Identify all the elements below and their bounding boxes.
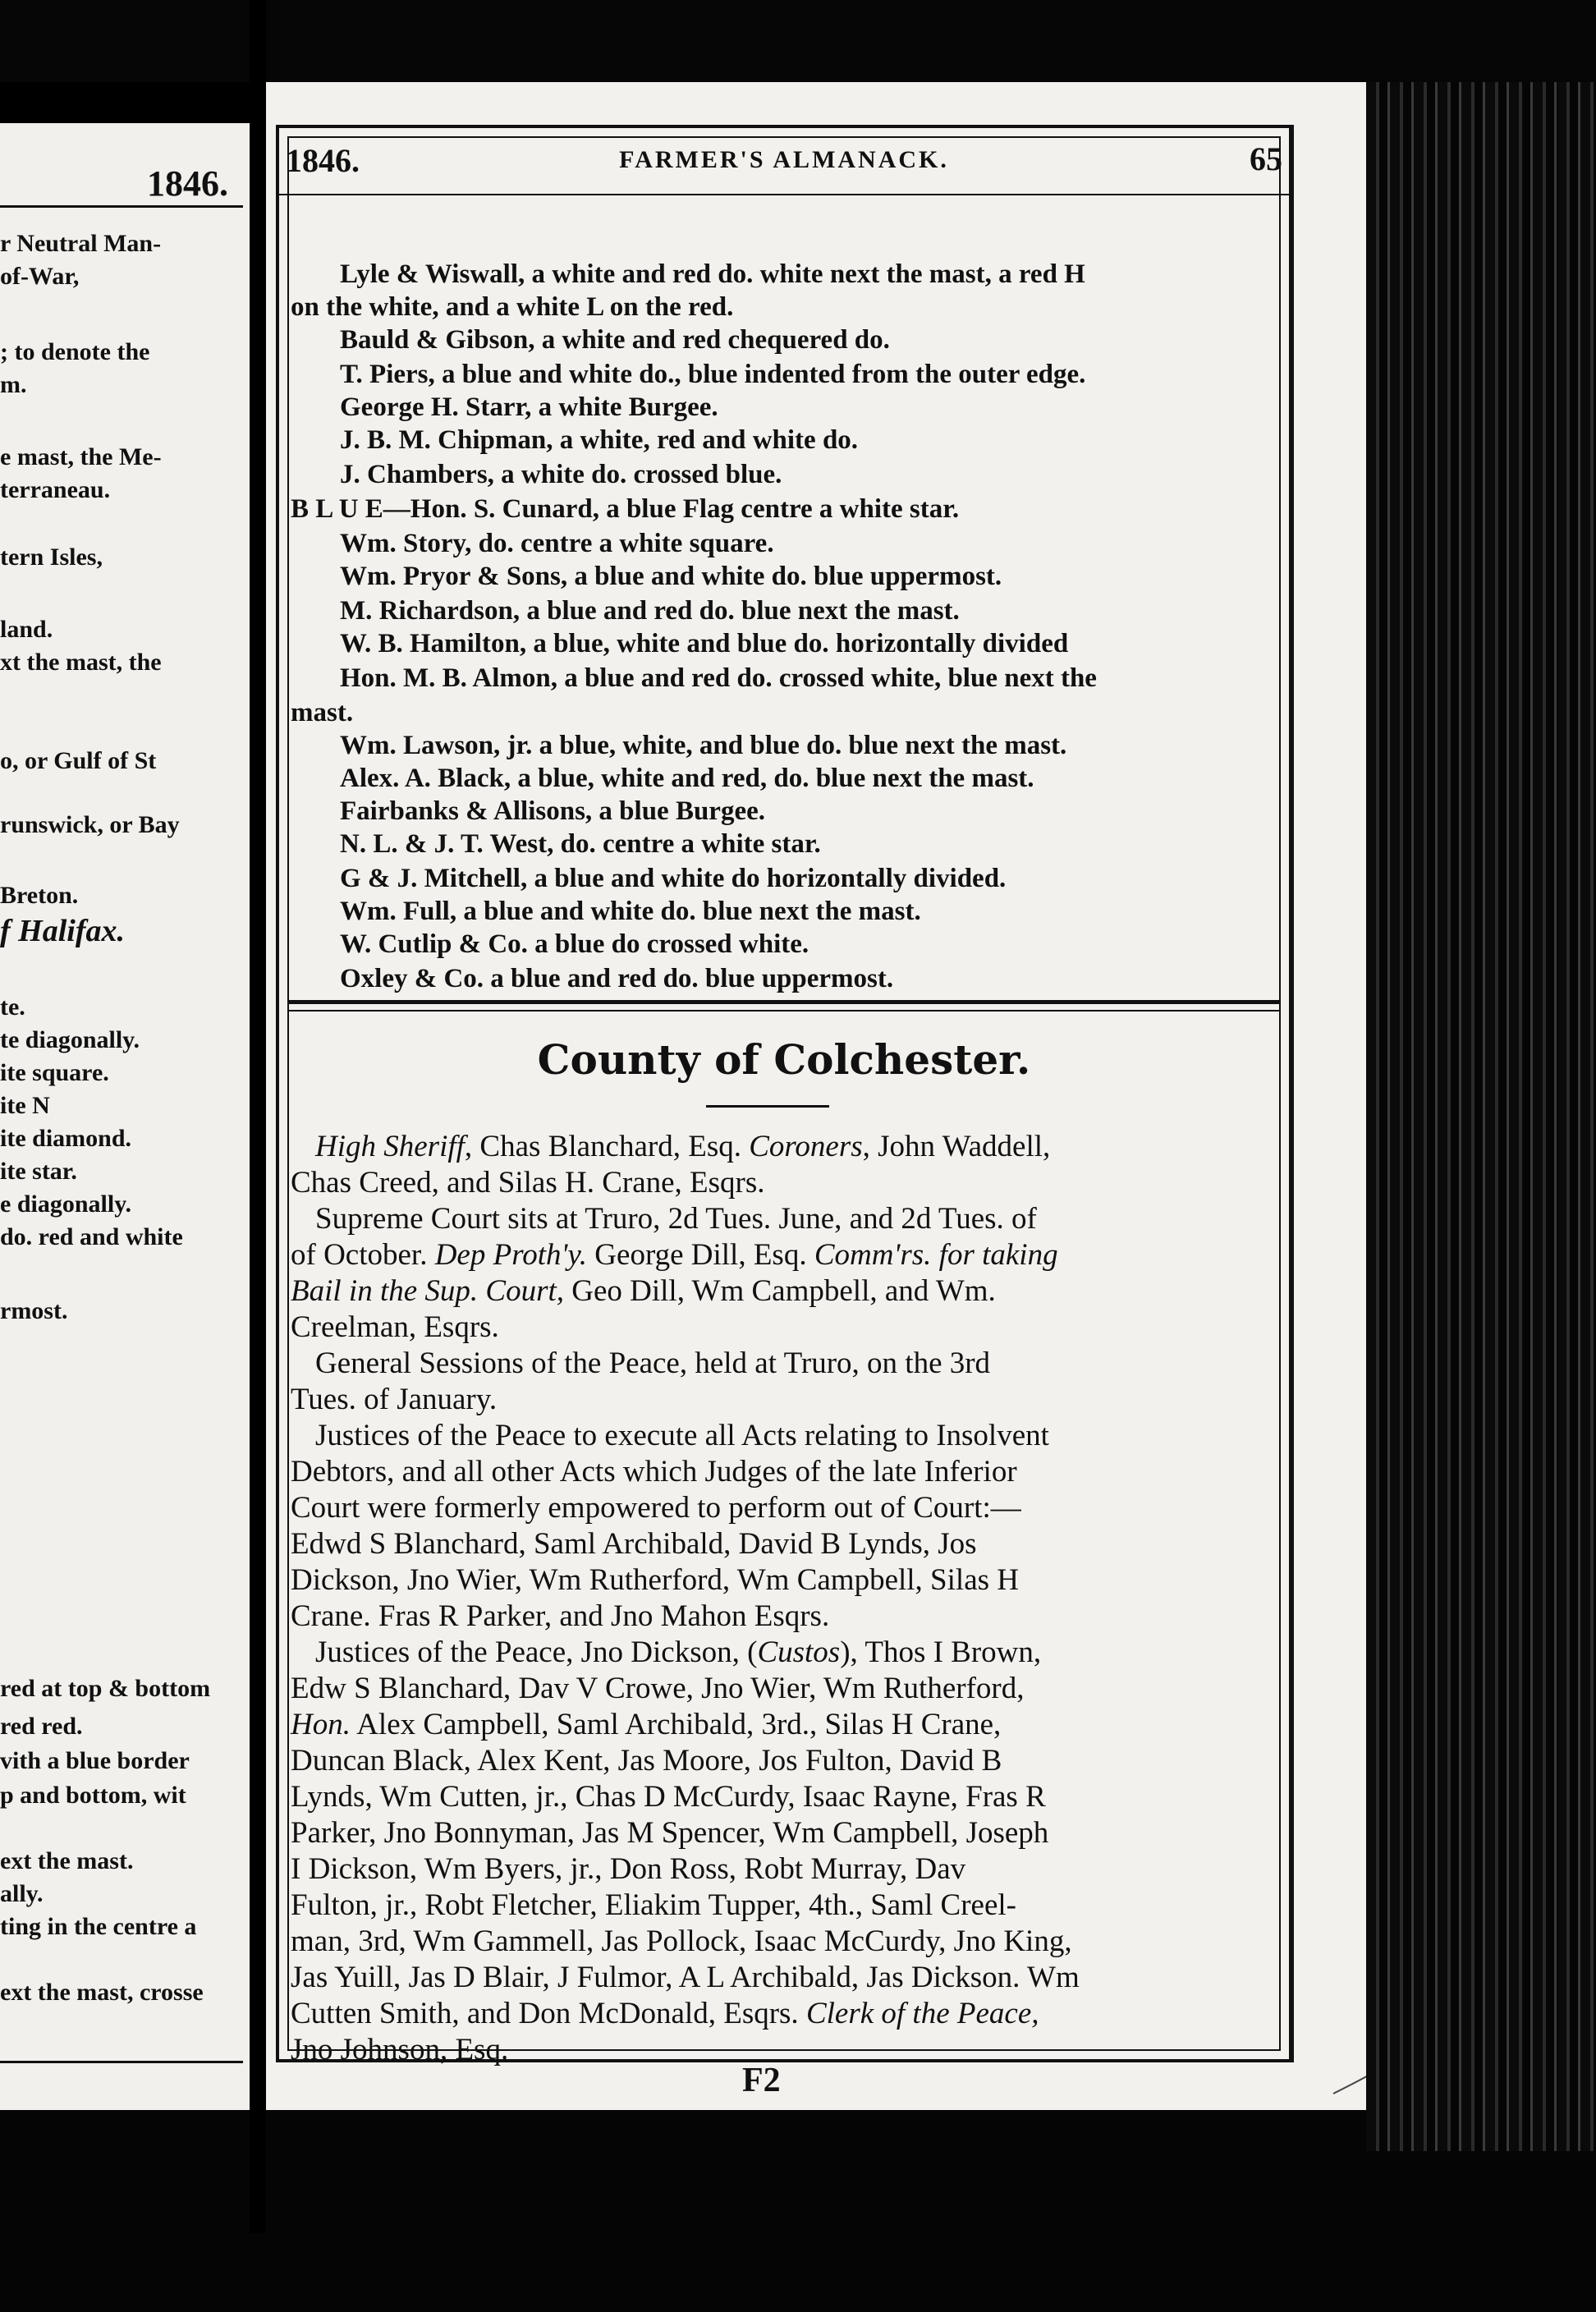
- flag-entry: W. Cutlip & Co. a blue do crossed white.: [340, 929, 809, 959]
- county-text-line: [291, 1164, 765, 1201]
- left-page: [0, 123, 250, 2110]
- county-text-line: [291, 1778, 1046, 1815]
- county-text-span: Custos: [757, 1635, 841, 1669]
- left-page-line: e mast, the Me-: [0, 443, 162, 470]
- flag-entry: W. B. Hamilton, a blue, white and blue do. horizontally divided: [340, 629, 1069, 658]
- county-text-span: George Dill, Esq.: [587, 1238, 814, 1272]
- county-text-span: ), Thos I Brown,: [840, 1635, 1042, 1669]
- flag-entry: Wm. Story, do. centre a white square.: [340, 529, 774, 558]
- county-text-line: [315, 1200, 1037, 1237]
- county-text-line: [291, 1562, 1019, 1599]
- left-page-year: 1846.: [147, 163, 228, 204]
- flag-entry: J. Chambers, a white do. crossed blue.: [340, 460, 782, 489]
- county-text-line: [291, 1887, 1016, 1924]
- county-text-span: man, 3rd, Wm Gammell, Jas Pollock, Isaac McCurdy, Jno King,: [291, 1924, 1072, 1958]
- county-text-span: Comm'rs. for taking: [814, 1238, 1058, 1272]
- flag-entry: mast.: [291, 698, 354, 727]
- flag-entry: Hon. M. B. Almon, a blue and red do. crossed white, blue next the: [340, 663, 1097, 693]
- right-page: [266, 82, 1366, 2110]
- section-rule-thick: [287, 1000, 1281, 1004]
- left-page-line: ; to denote the: [0, 338, 150, 365]
- county-text-span: Hon.: [291, 1708, 351, 1741]
- county-text-line: [291, 1742, 1002, 1779]
- page-border: [276, 125, 1294, 2067]
- scan-background-bottom: [0, 2110, 1596, 2312]
- county-text-span: Clerk of the Peace,: [805, 1997, 1039, 2030]
- county-heading: County of Colchester.: [537, 1035, 1031, 1084]
- flag-entry: Fairbanks & Allisons, a blue Burgee.: [340, 796, 765, 826]
- county-text-line: [291, 1309, 499, 1346]
- flag-entry: G & J. Mitchell, a blue and white do horizontally divided.: [340, 864, 1007, 893]
- scan-background-top: [0, 0, 1596, 82]
- county-text-span: Justices of the Peace, Jno Dickson, (: [315, 1635, 758, 1669]
- left-page-line: ext the mast, crosse: [0, 1979, 204, 2006]
- left-page-line: f Halifax.: [0, 914, 125, 948]
- county-text-line: [291, 1959, 1080, 1996]
- left-page-line: ite square.: [0, 1059, 109, 1086]
- county-text-span: General Sessions of the Peace, held at Truro, on the 3rd: [315, 1346, 991, 1380]
- section-rule-thin: [287, 1010, 1281, 1012]
- county-text-span: Tues. of January.: [291, 1383, 498, 1416]
- left-page-line: e diagonally.: [0, 1190, 132, 1218]
- left-page-line: r Neutral Man-: [0, 230, 162, 257]
- county-text-line: [291, 1670, 1024, 1707]
- county-text-span: Cutten Smith, and Don McDonald, Esqrs.: [291, 1997, 806, 2030]
- flag-entry: T. Piers, a blue and white do., blue indented from the outer edge.: [340, 360, 1086, 389]
- county-text-span: I Dickson, Wm Byers, jr., Don Ross, Robt Murray, Dav: [291, 1852, 966, 1886]
- county-text-line: [291, 1453, 1017, 1490]
- county-text-line: [291, 1525, 977, 1562]
- county-text-span: Geo Dill, Wm Campbell, and Wm.: [564, 1274, 996, 1308]
- county-text-line: [291, 1598, 829, 1635]
- county-text-span: Dickson, Jno Wier, Wm Rutherford, Wm Campbell, Silas H: [291, 1563, 1019, 1597]
- left-page-line: red at top & bottom: [0, 1675, 211, 1702]
- county-text-line: [315, 1128, 1050, 1165]
- county-text-span: Dep Proth'y.: [434, 1238, 588, 1272]
- left-page-line: runswick, or Bay: [0, 811, 180, 838]
- county-text-span: Justices of the Peace to execute all Acts relating to Insolvent: [315, 1419, 1049, 1452]
- left-page-line: rmost.: [0, 1297, 68, 1324]
- county-text-span: Parker, Jno Bonnyman, Jas M Spencer, Wm Campbell, Joseph: [291, 1816, 1049, 1850]
- county-text-span: High Sheriff: [315, 1130, 465, 1163]
- left-page-line: ite star.: [0, 1158, 77, 1185]
- county-text-span: , Chas Blanchard, Esq.: [464, 1130, 750, 1163]
- county-text-span: Fulton, jr., Robt Fletcher, Eliakim Tupper, 4th., Saml Creel-: [291, 1888, 1016, 1922]
- signature-mark: F2: [742, 2062, 781, 2099]
- left-page-line: xt the mast, the: [0, 649, 162, 676]
- county-text-line: [315, 1417, 1049, 1454]
- left-page-line: red red.: [0, 1713, 83, 1740]
- county-text-span: Duncan Black, Alex Kent, Jas Moore, Jos Fulton, David B: [291, 1744, 1002, 1778]
- book-binding: [1366, 82, 1596, 2151]
- county-text-span: Jas Yuill, Jas D Blair, J Fulmor, A L Archibald, Jas Dickson. Wm: [291, 1961, 1080, 1994]
- county-text-span: Debtors, and all other Acts which Judges of the late Inferior: [291, 1455, 1017, 1489]
- left-page-line: te.: [0, 993, 25, 1021]
- county-text-span: Jno Johnson, Esq.: [291, 2033, 509, 2067]
- county-text-line: [291, 1273, 996, 1310]
- page-number: 65: [1250, 140, 1282, 177]
- book-gutter: [250, 0, 266, 2233]
- running-header: [279, 128, 1289, 194]
- left-page-bottom-rule: [0, 2061, 243, 2063]
- county-text-span: Coroners: [749, 1130, 863, 1163]
- left-page-header: [0, 123, 238, 205]
- flag-entry: Wm. Lawson, jr. a blue, white, and blue do. blue next the mast.: [340, 731, 1067, 760]
- county-text-span: Court were formerly empowered to perform out of Court:—: [291, 1491, 1021, 1525]
- flag-entry: Wm. Pryor & Sons, a blue and white do. blue uppermost.: [340, 562, 1002, 591]
- county-text-span: Edw S Blanchard, Dav V Crowe, Jno Wier, Wm Rutherford,: [291, 1672, 1025, 1705]
- header-rule: [279, 194, 1289, 195]
- county-text-line: [315, 1634, 1041, 1671]
- left-page-line: p and bottom, wit: [0, 1782, 186, 1809]
- county-text-line: [291, 1381, 497, 1418]
- county-text-span: Edwd S Blanchard, Saml Archibald, David B Lynds, Jos: [291, 1527, 977, 1561]
- heading-underline: [706, 1105, 829, 1108]
- left-page-line: te diagonally.: [0, 1026, 140, 1053]
- flag-entry: Wm. Full, a blue and white do. blue next the mast.: [340, 897, 921, 926]
- county-text-line: [315, 1345, 990, 1382]
- left-page-line: terraneau.: [0, 476, 111, 503]
- county-text-span: Crane. Fras R Parker, and Jno Mahon Esqrs.: [291, 1599, 830, 1633]
- county-text-line: [291, 1706, 1001, 1743]
- left-page-line: tern Isles,: [0, 544, 103, 571]
- county-text-span: Supreme Court sits at Truro, 2d Tues. June, and 2d Tues. of: [315, 1202, 1037, 1236]
- left-page-line: land.: [0, 616, 53, 643]
- county-text-line: [291, 1489, 1021, 1526]
- header-year: 1846.: [286, 142, 360, 179]
- county-text-line: [291, 1995, 1039, 2032]
- left-page-header-rule: [0, 205, 243, 208]
- flag-entry: B L U E—Hon. S. Cunard, a blue Flag centre a white star.: [291, 494, 960, 524]
- left-page-line: ally.: [0, 1880, 44, 1907]
- left-page-line: m.: [0, 371, 27, 398]
- left-page-line: ting in the centre a: [0, 1913, 197, 1940]
- county-text-line: [291, 1923, 1072, 1960]
- left-page-line: Breton.: [0, 882, 79, 909]
- county-text-span: Creelman, Esqrs.: [291, 1310, 499, 1344]
- flag-entry: N. L. & J. T. West, do. centre a white star.: [340, 829, 821, 859]
- county-text-span: Bail in the Sup. Court,: [291, 1274, 564, 1308]
- county-text-line: [291, 2031, 508, 2068]
- flag-entry: M. Richardson, a blue and red do. blue next the mast.: [340, 596, 960, 626]
- county-text-span: Lynds, Wm Cutten, jr., Chas D McCurdy, Isaac Rayne, Fras R: [291, 1780, 1046, 1814]
- flag-entry: Alex. A. Black, a blue, white and red, do. blue next the mast.: [340, 764, 1034, 793]
- left-page-line: vith a blue border: [0, 1747, 190, 1774]
- county-text-span: Chas Creed, and Silas H. Crane, Esqrs.: [291, 1166, 765, 1200]
- left-page-line: ite N: [0, 1092, 50, 1119]
- county-text-span: of October.: [291, 1238, 435, 1272]
- county-text-line: [291, 1814, 1048, 1851]
- flag-entry: George H. Starr, a white Burgee.: [340, 392, 718, 422]
- flag-entry: on the white, and a white L on the red.: [291, 292, 734, 322]
- county-text-line: [291, 1236, 1058, 1273]
- flag-entry: Lyle & Wiswall, a white and red do. white next the mast, a red H: [340, 259, 1085, 289]
- header-title: FARMER'S ALMANACK.: [619, 146, 949, 173]
- left-page-line: o, or Gulf of St: [0, 747, 157, 774]
- left-page-line: of-War,: [0, 263, 80, 290]
- flag-entry: Oxley & Co. a blue and red do. blue uppermost.: [340, 964, 894, 993]
- county-text-span: Alex Campbell, Saml Archibald, 3rd., Silas H Crane,: [350, 1708, 1002, 1741]
- left-page-line: ite diamond.: [0, 1125, 132, 1152]
- flag-entry: Bauld & Gibson, a white and red chequered do.: [340, 325, 890, 355]
- left-page-line: ext the mast.: [0, 1847, 134, 1874]
- flag-entry: J. B. M. Chipman, a white, red and white do.: [340, 425, 859, 455]
- county-text-line: [291, 1851, 965, 1888]
- left-page-line: do. red and white: [0, 1223, 183, 1250]
- county-text-span: , John Waddell,: [862, 1130, 1051, 1163]
